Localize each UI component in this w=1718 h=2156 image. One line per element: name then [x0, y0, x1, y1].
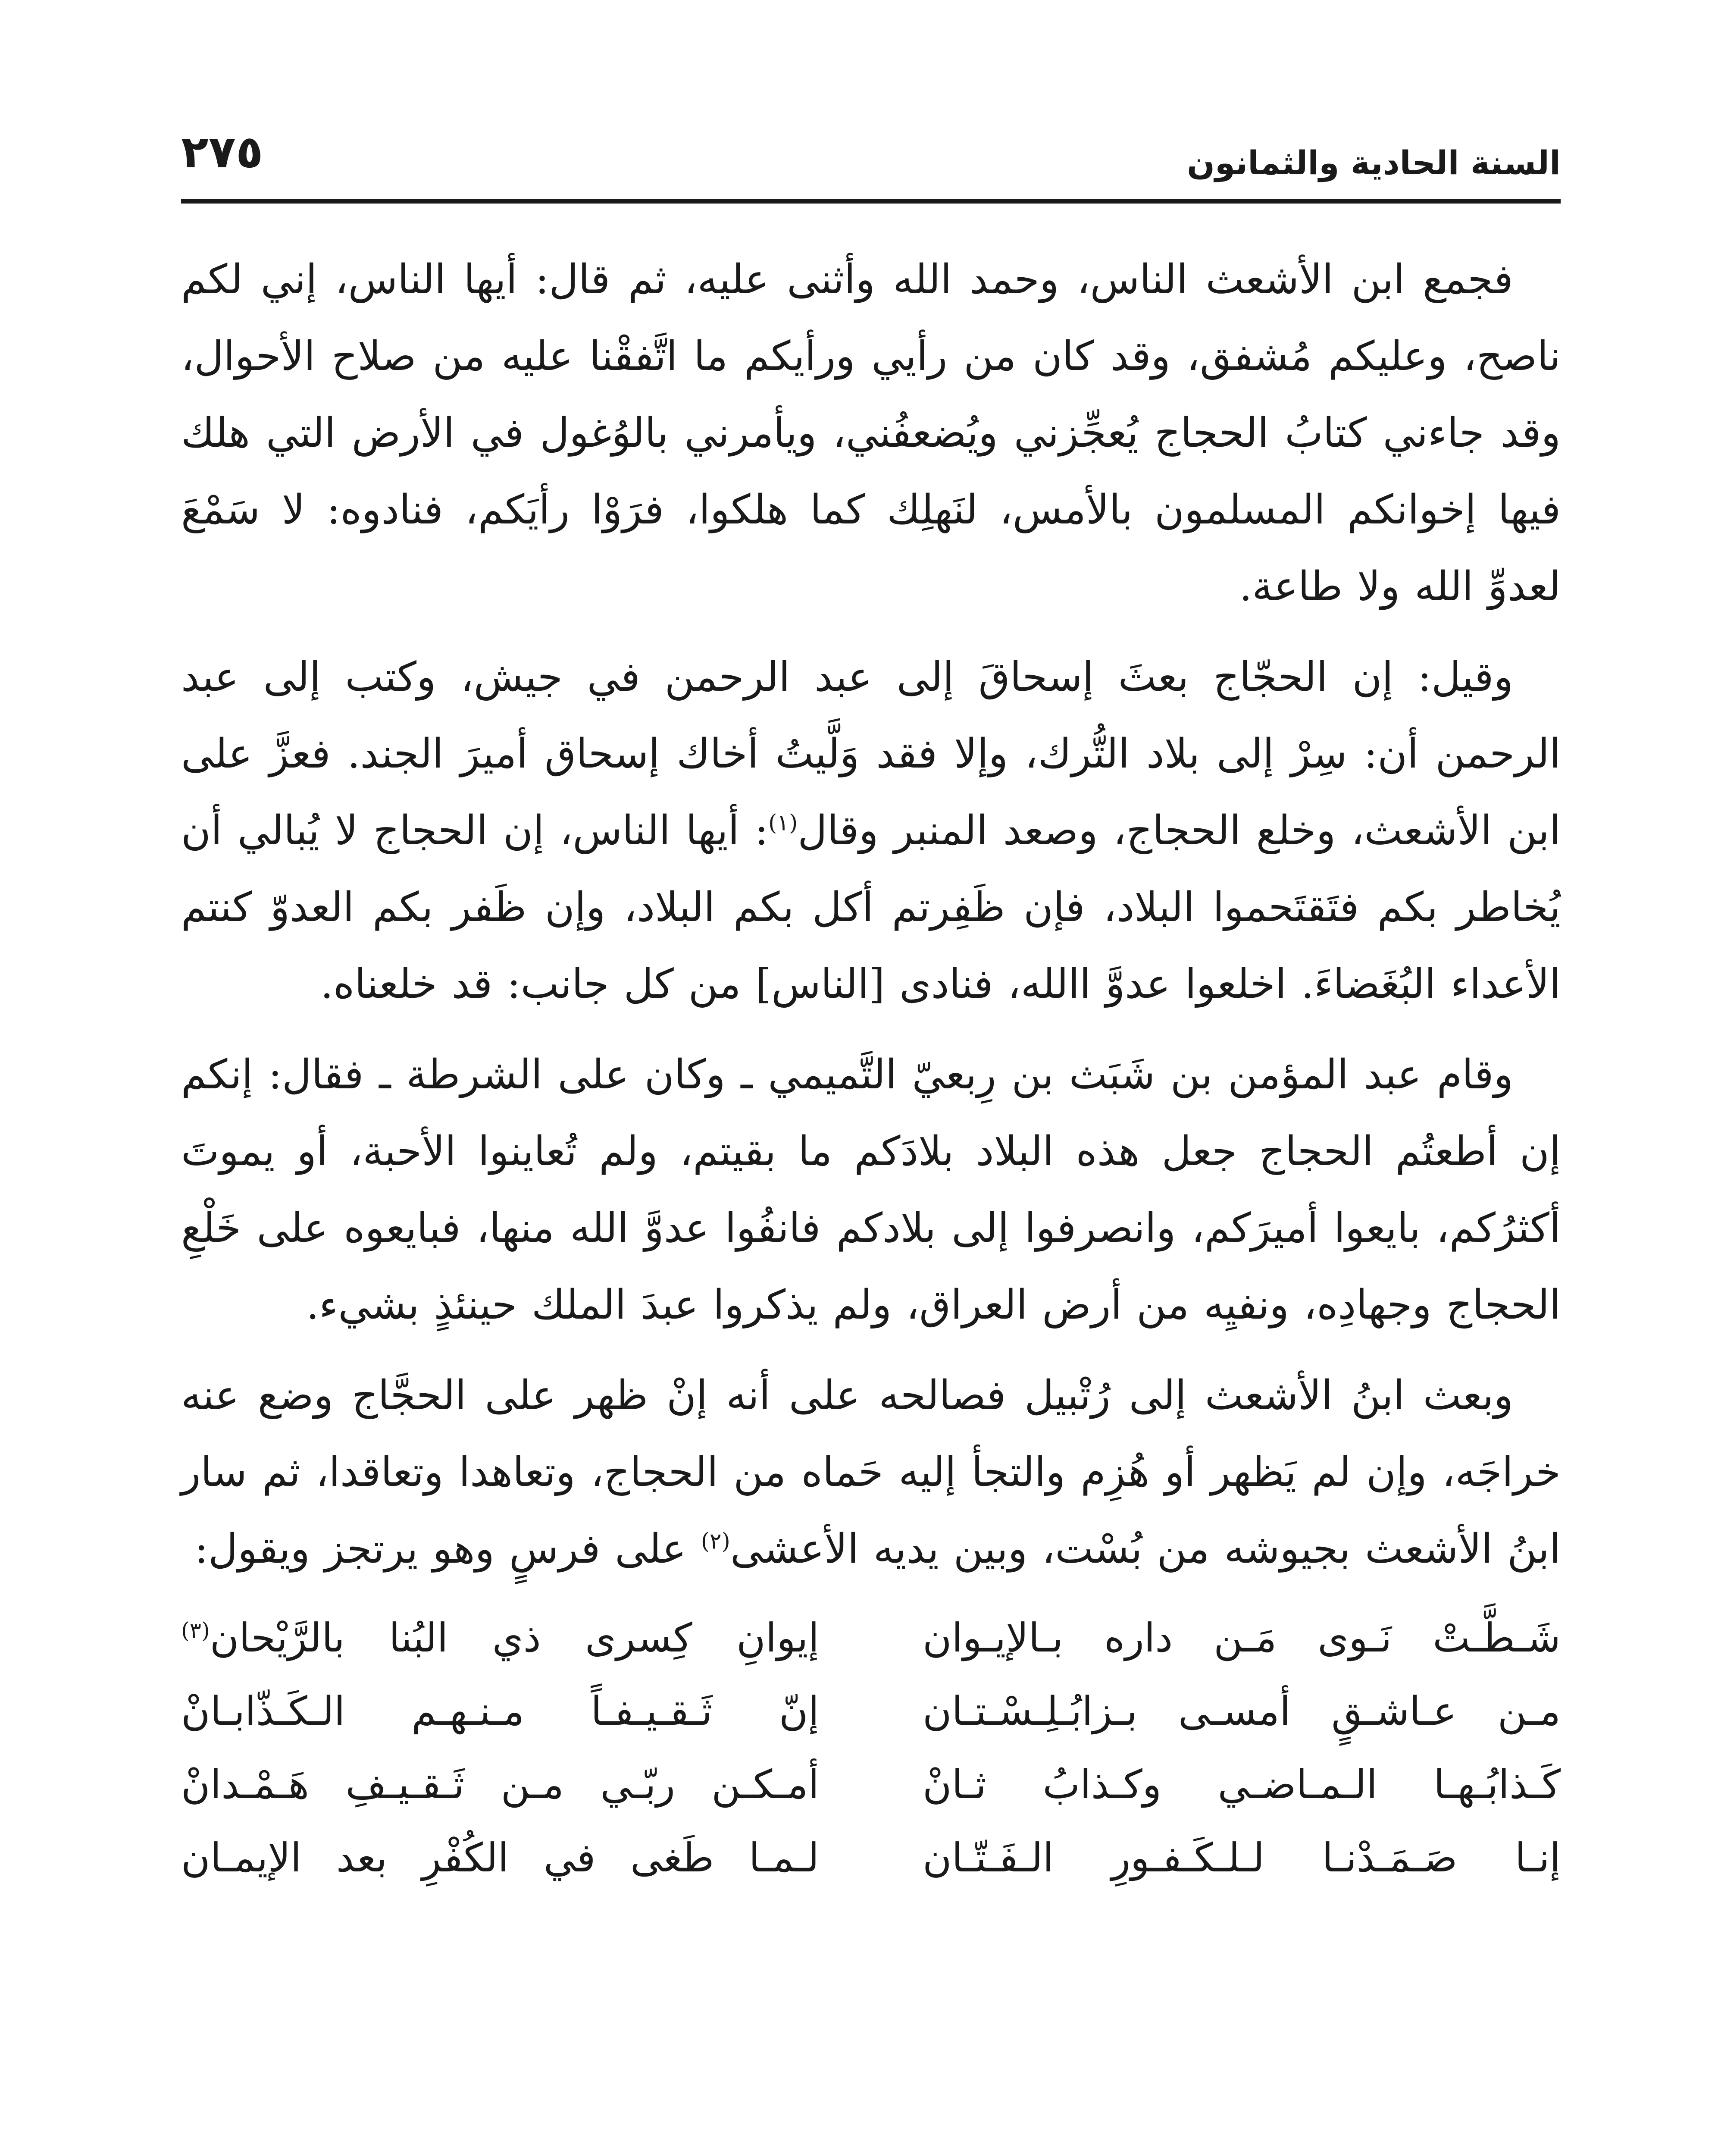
verse-4	[181, 1821, 1561, 1895]
verse-2-second-hemistich: إنّ ثَـقـيـفـاً مـنـهـم الـكَـذّابـانْ	[181, 1688, 819, 1734]
verse-3-first-hemistich: كَـذابُـهـا الـمـاضـي وكـذابُ ثـانْ	[923, 1761, 1561, 1808]
paragraph-2	[181, 639, 1561, 1023]
footnote-ref-2: (٢)	[701, 1528, 730, 1554]
poem	[181, 1601, 1561, 1895]
verse-3-second-hemistich: أمـكـن ربّـي مـن ثَـقـيـفِ هَـمْـدانْ	[181, 1761, 819, 1808]
verse-1	[181, 1601, 1561, 1675]
paragraph-2-part-1: وقيل: إن الحجّاج بعثَ إسحاقَ إلى عبد الرحمن في جيش، وكتب إلى عبد الرحمن أن: سِرْ إلى بلاد التُّرك، وإلا فقد وَلَّيتُ أخاك إسحاق أميرَ الجند. فعزَّ على ابن الأشعث، وخلع الحجاج، وصعد المنبر وقال	[181, 654, 1561, 854]
verse-1-second-hemistich-text: إيوانِ كِسرى ذي البُنا بالرَّيْحان	[210, 1615, 819, 1661]
verse-1-second-hemistich	[181, 1601, 819, 1675]
page-number: ٢٧٥	[181, 125, 263, 178]
verse-2	[181, 1675, 1561, 1748]
footnote-ref-1: (١)	[768, 810, 798, 836]
verse-1-first-hemistich: شَـطَّـتْ نَـوى مَـن داره بـالإيـوان	[923, 1615, 1561, 1661]
paragraph-4-part-1: وبعث ابنُ الأشعث إلى رُتْبيل فصالحه على أنه إنْ ظهر على الحجَّاج وضع عنه خراجَه، وإن لم يَظهر أو هُزِم والتجأ إليه حَماه من الحجاج، وتعاهدا وتعاقدا، ثم سار ابنُ الأشعث بجيوشه من بُسْت، وبين يديه الأعشى	[181, 1372, 1561, 1573]
paragraph-4	[181, 1357, 1561, 1588]
verse-2-first-hemistich: مـن عـاشـقٍ أمسـى بـزابُـلِـسْـتـان	[923, 1688, 1561, 1734]
paragraph-3: وقام عبد المؤمن بن شَبَث بن رِبعيّ التَّميمي ـ وكان على الشرطة ـ فقال: إنكم إن أطعتُم الحجاج جعل هذه البلاد بلادَكم ما بقيتم، ولم تُعاينوا الأحبة، أو يموتَ أكثرُكم، بايعوا أميرَكم، وانصرفوا إلى بلادكم فانفُوا عدوَّ الله منها، فبايعوه على خَلْعِ الحجاج وجهادِه، ونفيِه من أرض العراق، ولم يذكروا عبدَ الملك حينئذٍ بشيء.	[181, 1051, 1561, 1329]
verse-4-second-hemistich: لـمـا طَغى في الكُفْرِ بعد الإيمـان	[181, 1835, 819, 1881]
footnote-ref-3: (٣)	[181, 1617, 210, 1643]
header-rule	[181, 199, 1561, 204]
paragraph-4-part-2: على فرسٍ وهو يرتجز ويقول:	[194, 1526, 701, 1573]
main-text	[181, 241, 1561, 1895]
paragraph-2-part-2: : أيها الناس، إن الحجاج لا يُبالي أن يُخاطر بكم فتَقتَحموا البلاد، فإن ظَفِرتم أكل بكم البلاد، وإن ظَفر بكم العدوّ كنتم الأعداء البُغَضاءَ. اخلعوا عدوَّ االله، فنادى [الناس] من كل جانب: قد خلعناه.	[181, 807, 1561, 1008]
verse-3	[181, 1748, 1561, 1821]
page-header	[181, 112, 1561, 198]
paragraph-1: فجمع ابن الأشعث الناس، وحمد الله وأثنى عليه، ثم قال: أيها الناس، إني لكم ناصح، وعليكم مُشفق، وقد كان من رأيي ورأيكم ما اتَّفقْنا عليه من صلاح الأحوال، وقد جاءني كتابُ الحجاج يُعجِّزني ويُضعفُني، ويأمرني بالوُغول في الأرض التي هلك فيها إخوانكم المسلمون بالأمس، لنَهلِك كما هلكوا، فرَوْا رأيَكم، فنادوه: لا سَمْعَ لعدوِّ الله ولا طاعة.	[181, 256, 1561, 610]
verse-4-first-hemistich: إنـا صَـمَـدْنـا لـلـكَـفـورِ الـفَـتّـان	[923, 1835, 1561, 1881]
running-title: السنة الحادية والثمانون	[1187, 144, 1561, 182]
